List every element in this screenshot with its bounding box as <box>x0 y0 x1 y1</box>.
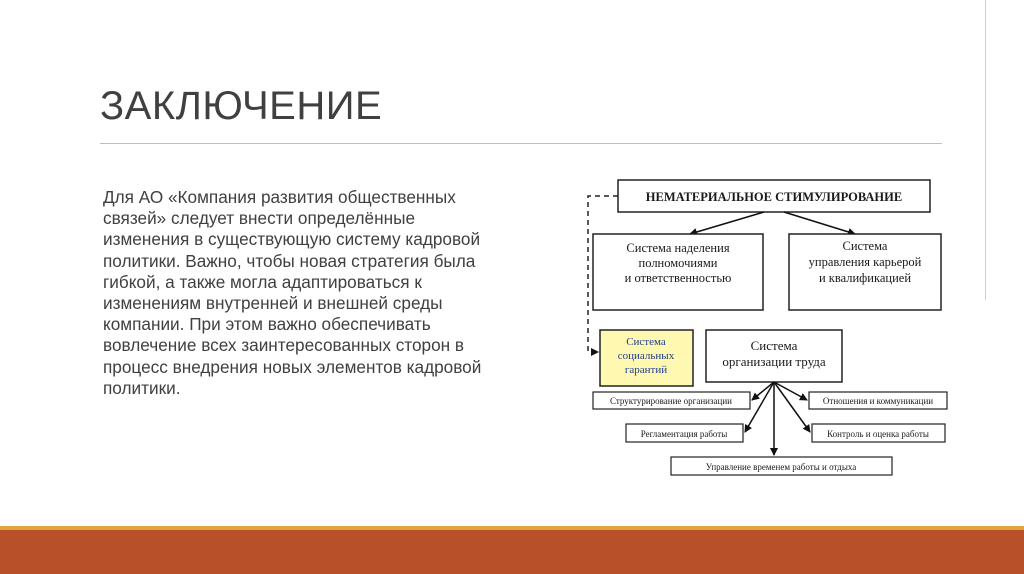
leaf-time-label: Управление временем работы и отдыха <box>705 462 857 472</box>
top-box-label: НЕМАТЕРИАЛЬНОЕ СТИМУЛИРОВАНИЕ <box>645 190 903 204</box>
footer-bar <box>0 530 1024 574</box>
arrow-top-right <box>784 212 855 234</box>
social-box-line2: социальных <box>617 350 675 362</box>
labor-box-line2: организации труда <box>722 354 826 369</box>
arrow-to-relations <box>774 382 807 400</box>
labor-box-line1: Система <box>750 338 798 353</box>
arrow-to-structuring <box>752 382 774 400</box>
leaf-relations-label: Отношения и коммуникации <box>822 396 934 406</box>
body-paragraph: Для АО «Компания развития общественных связей» следует внести определённые изменения в существующую систему кадровой политики. Важно, чтобы новая стратегия была гибкой, а также могла адаптироваться к изменениям внутренней и внешней среды компании. При этом важно обеспечивать вовлечение всех заинтересованных сторон в процесс внедрения новых элементов кадровой политики. <box>103 187 482 398</box>
arrow-to-control <box>774 382 810 432</box>
leaf-regulation-label: Регламентация работы <box>640 429 728 439</box>
career-box-line2: управления карьерой <box>808 255 922 269</box>
authority-box-line3: и ответственностью <box>624 271 732 285</box>
slide-title: ЗАКЛЮЧЕНИЕ <box>100 84 383 128</box>
authority-box-line1: Система наделения <box>626 241 730 255</box>
social-box-line1: Система <box>626 336 666 348</box>
career-box-line3: и квалификацией <box>818 271 912 285</box>
authority-box-line2: полномочиями <box>638 256 718 270</box>
leaf-structuring-label: Структурирование организации <box>609 396 733 406</box>
career-box-line1: Система <box>842 239 888 253</box>
social-box-line3: гарантий <box>624 364 668 376</box>
leaf-control-label: Контроль и оценка работы <box>827 429 929 439</box>
arrow-top-left <box>690 212 764 234</box>
